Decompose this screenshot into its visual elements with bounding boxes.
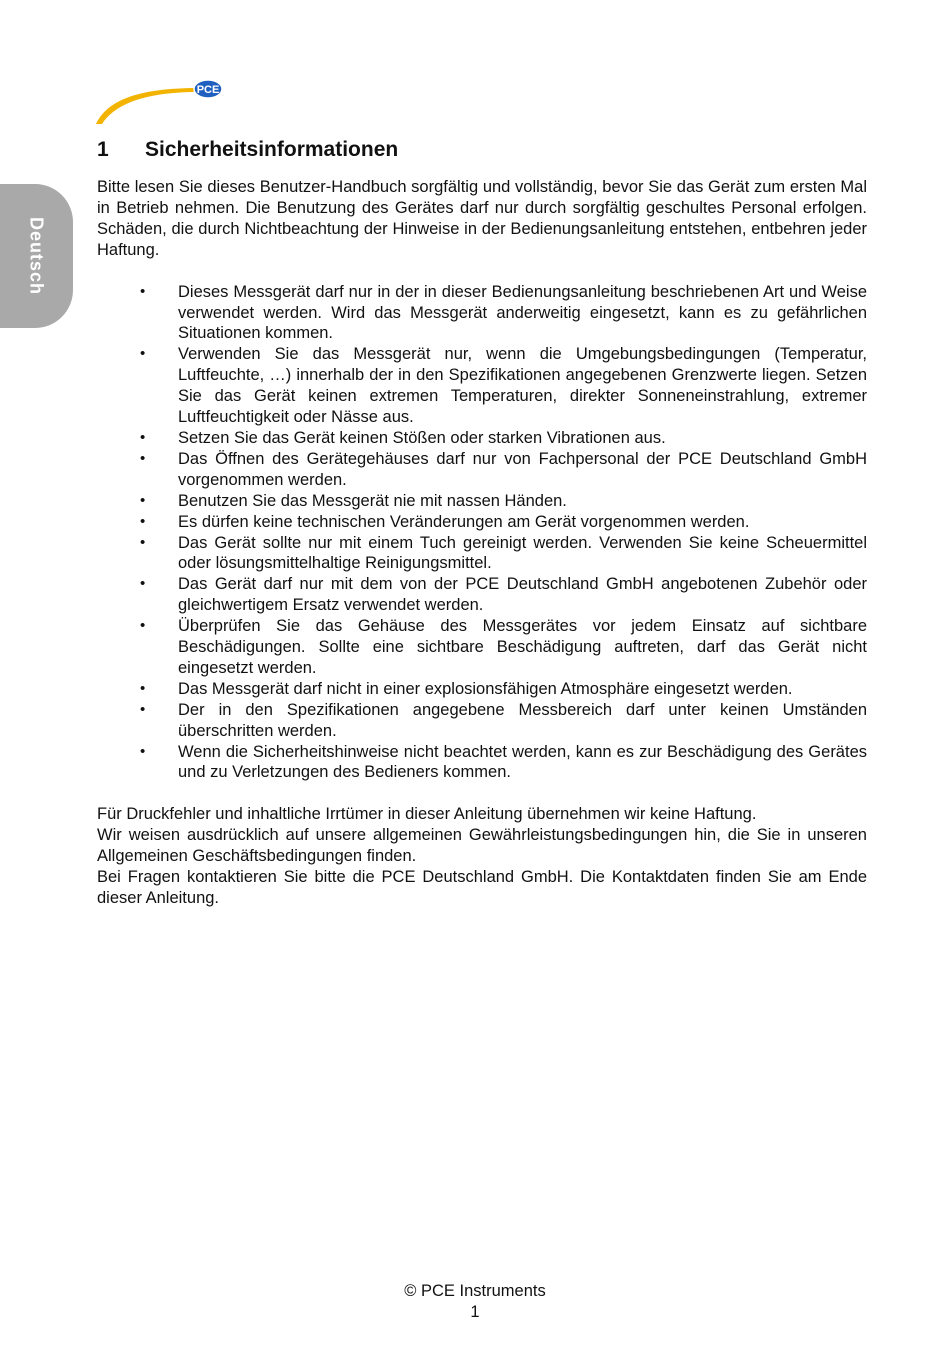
intro-paragraph: Bitte lesen Sie dieses Benutzer-Handbuch sorgfältig und vollständig, bevor Sie das Gerät zum ersten Mal in Betrieb nehmen. Die Benutzung des Gerätes darf nur durch sorgfältig geschultes Personal erfolgen. Schäden, die durch Nichtbeachtung der Hinweise in der Bedienungsanleitung entstehen, entbehren jeder Haftung. xyxy=(97,178,867,259)
disclaimer-paragraph: Für Druckfehler und inhaltliche Irrtümer in dieser Anleitung übernehmen wir keine Haftung. xyxy=(97,805,757,824)
list-item: • Das Gerät sollte nur mit einem Tuch gereinigt werden. Verwenden Sie keine Scheuermittel oder lösungsmittelhaltige Reinigungsmittel. xyxy=(140,533,867,573)
bullet-icon: • xyxy=(140,742,146,760)
bullet-icon: • xyxy=(140,282,146,300)
main-content xyxy=(97,177,867,909)
bullet-icon: • xyxy=(140,700,146,718)
bullet-icon: • xyxy=(140,449,146,467)
bullet-icon: • xyxy=(140,575,146,593)
list-item: • Verwenden Sie das Messgerät nur, wenn die Umgebungsbedingungen (Temperatur, Luftfeuchte, …) innerhalb der in den Spezifikationen angegebenen Grenzwerte liegen. Setzen Sie das Gerät keinen extremen Temperaturen, direkter Sonneneinstrahlung, extremer Luftfeuchtigkeit oder Nässe aus. xyxy=(140,345,867,427)
list-item: • Dieses Messgerät darf nur in der in dieser Bedienungsanleitung beschriebenen Art und Weise verwendet werden. Wird das Messgerät anderweitig eingesetzt, kann es zu gefährlichen Situationen kommen. xyxy=(140,282,867,343)
section-title: Sicherheitsinformationen xyxy=(145,138,399,161)
bullet-icon: • xyxy=(140,428,146,446)
page-number: 1 xyxy=(470,1303,480,1321)
bullet-icon: • xyxy=(140,491,146,509)
bullet-icon: • xyxy=(140,617,146,635)
bullet-icon: • xyxy=(140,512,146,530)
list-item: • Es dürfen keine technischen Veränderungen am Gerät vorgenommen werden. xyxy=(140,512,750,531)
list-item: • Wenn die Sicherheitshinweise nicht beachtet werden, kann es zur Beschädigung des Gerätes und zu Verletzungen des Bedieners kommen. xyxy=(140,742,867,782)
contact-paragraph: Bei Fragen kontaktieren Sie bitte die PCE Deutschland GmbH. Die Kontaktdaten finden Sie am Ende dieser Anleitung. xyxy=(97,868,867,907)
bullet-icon: • xyxy=(140,533,146,551)
safety-list xyxy=(97,282,867,784)
logo-text: PCE xyxy=(196,84,220,96)
list-item: • Das Gerät darf nur mit dem von der PCE Deutschland GmbH angebotenen Zubehör oder gleichwertigem Ersatz verwendet werden. xyxy=(140,575,867,615)
language-tab-label: Deutsch xyxy=(26,216,47,296)
warranty-paragraph: Wir weisen ausdrücklich auf unsere allgemeinen Gewährleistungsbedingungen hin, die Sie in unseren Allgemeinen Geschäftsbedingungen finden. xyxy=(97,826,867,866)
list-item: • Das Messgerät darf nicht in einer explosionsfähigen Atmosphäre eingesetzt werden. xyxy=(140,679,793,698)
page-footer xyxy=(0,1281,950,1323)
pce-logo xyxy=(94,76,234,128)
list-item: • Der in den Spezifikationen angegebene Messbereich darf unter keinen Umständen überschritten werden. xyxy=(140,700,867,740)
list-item: • Das Öffnen des Gerätegehäuses darf nur von Fachpersonal der PCE Deutschland GmbH vorgenommen werden. xyxy=(140,449,867,489)
list-item: • Benutzen Sie das Messgerät nie mit nassen Händen. xyxy=(140,491,567,510)
list-item: • Setzen Sie das Gerät keinen Stößen oder starken Vibrationen aus. xyxy=(140,428,666,447)
footer-copyright: © PCE Instruments xyxy=(404,1282,546,1300)
bullet-icon: • xyxy=(140,679,146,697)
section-number: 1 xyxy=(97,138,109,161)
bullet-icon: • xyxy=(140,345,146,363)
list-item: • Überprüfen Sie das Gehäuse des Messgerätes vor jedem Einsatz auf sichtbare Beschädigungen. Sollte eine sichtbare Beschädigung auftreten, darf das Gerät nicht eingesetzt werden. xyxy=(140,617,867,677)
logo-swoosh xyxy=(96,88,198,124)
section-heading xyxy=(97,136,398,164)
